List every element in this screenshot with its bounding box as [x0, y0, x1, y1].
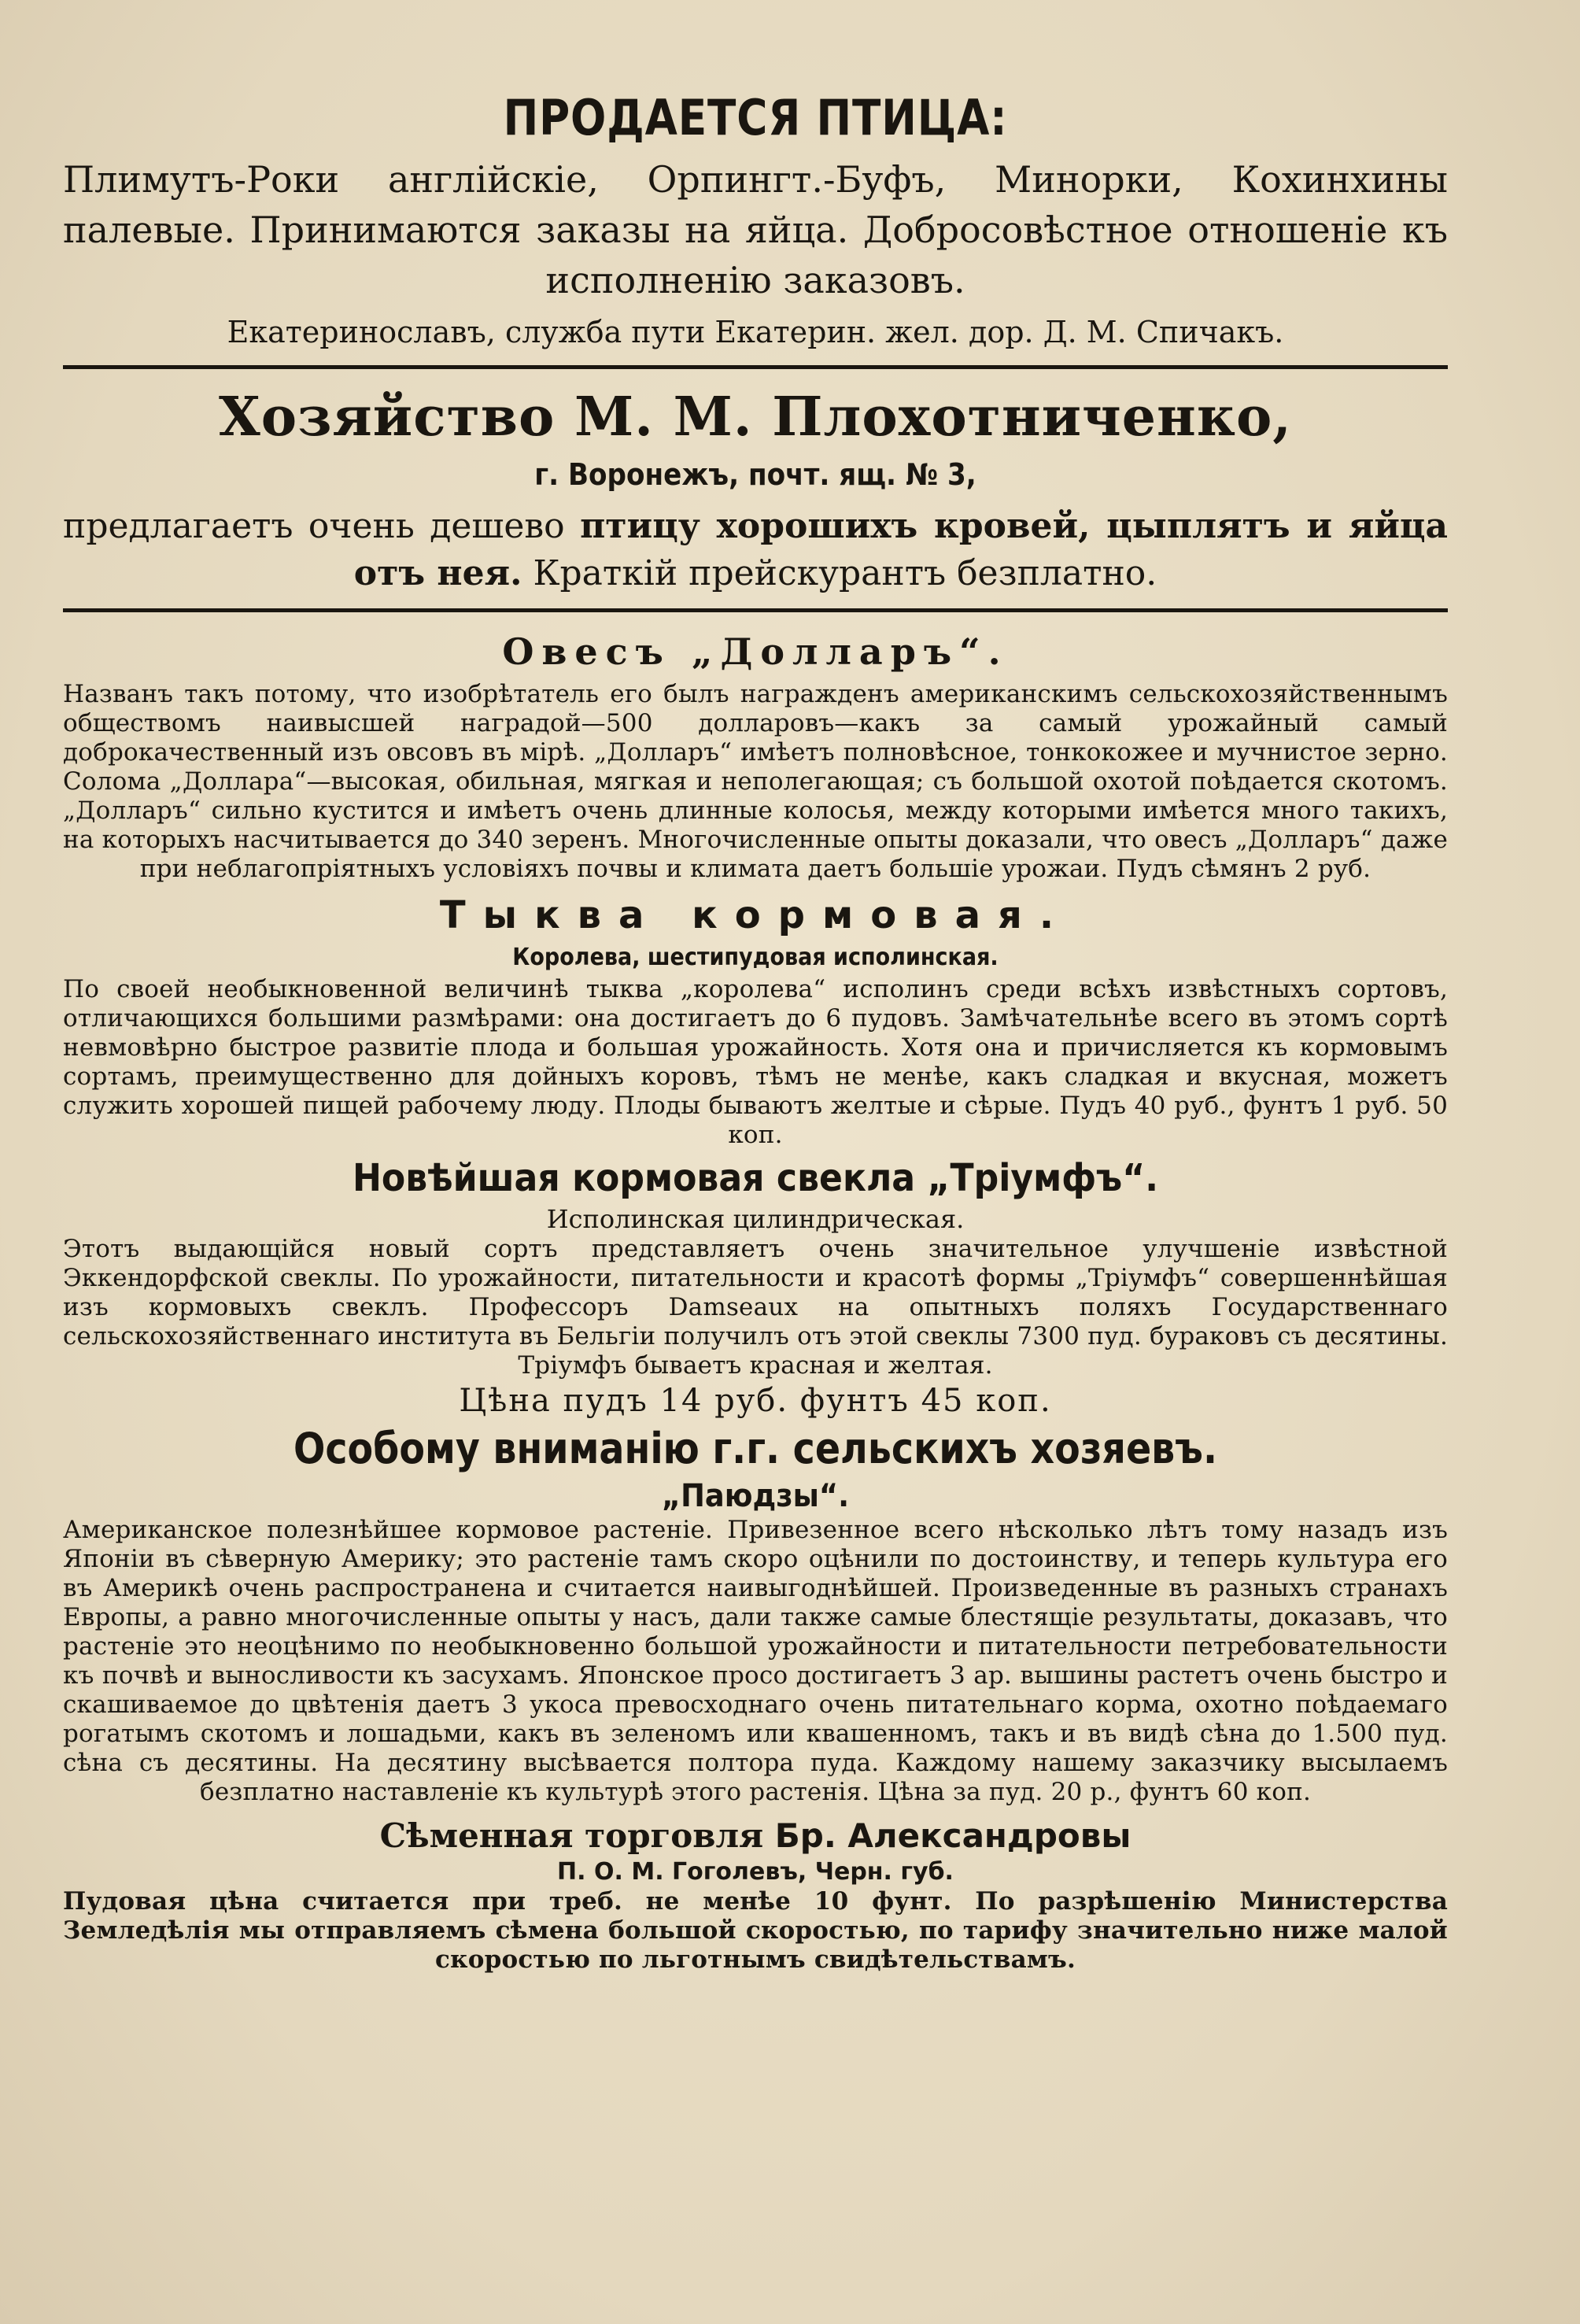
beet-subtitle: Исполинская цилиндрическая. [546, 1204, 965, 1234]
pumpkin-title: Тыква кормовая. [439, 893, 1072, 937]
ad-farm-body-post: Краткій прейскурантъ безплатно. [533, 553, 1157, 593]
oats-title: Овесъ „Долларъ“. [502, 630, 1009, 673]
payudzy-subtitle: „Паюдзы“. [661, 1478, 850, 1514]
payudzy-title: Особому вниманію г.г. сельскихъ хозяевъ. [293, 1424, 1218, 1473]
ad-farm [63, 383, 1448, 597]
ad-birds-address: Екатеринославъ, служба пути Екатерин. жел. дор. Д. М. Спичакъ. [227, 315, 1284, 349]
beet-title: Новѣйшая кормовая свекла „Тріумфъ“. [352, 1156, 1159, 1200]
seed-trade-body: Пудовая цѣна считается при треб. не менѣе 10 фунт. По разрѣшенію Министерства Земледѣлія мы отправляемъ сѣмена большой скоростью, по тарифу значительно ниже малой скоростью по льготнымъ свидѣтельствамъ. [63, 1887, 1448, 1974]
divider [63, 365, 1448, 369]
seed-trade-title [63, 1815, 1448, 1857]
ad-seed-trade [63, 1815, 1448, 1975]
ad-payudzy [63, 1421, 1448, 1807]
ad-farm-body-pre: предлагаетъ очень дешево [63, 506, 565, 546]
ad-pumpkin [63, 890, 1448, 1150]
ad-farm-address: г. Воронежъ, почт. ящ. № 3, [534, 457, 976, 492]
seed-trade-title-bold: Бр. Александровы [774, 1816, 1131, 1855]
beet-body: Этотъ выдающійся новый сортъ представляетъ очень значительное улучшеніе извѣстной Эккендорфской свеклы. По урожайности, питательности и красотѣ формы „Тріумфъ“ совершеннѣйшая изъ кормовыхъ свеклъ. Профессоръ Damseaux на опытныхъ поляхъ Государственнаго сельскохозяйственнаго института въ Бельгіи получилъ отъ этой свеклы 7300 пуд. бураковъ съ десятины. Тріумфъ бываетъ красная и желтая. [63, 1235, 1448, 1380]
seed-trade-title-pre: Сѣменная торговля [379, 1816, 764, 1855]
ad-oats [63, 626, 1448, 884]
ad-farm-body [63, 503, 1448, 597]
ad-birds-body: Плимутъ-Роки англійскіе, Орпингт.-Буфъ, Минорки, Кохинхины палевые. Принимаются заказы на яйца. Добросовѣстное отношеніе къ исполненію заказовъ. [63, 158, 1448, 301]
beet-price: Цѣна пудъ 14 руб. фунтъ 45 коп. [459, 1383, 1052, 1419]
ad-farm-body-bold: птицу хорошихъ кровей, цыплятъ и яйца отъ нея. [353, 506, 1448, 593]
seed-trade-address: П. О. М. Гоголевъ, Черн. губ. [557, 1858, 954, 1886]
oats-body: Названъ такъ потому, что изобрѣтатель его былъ награжденъ американскимъ сельскохозяйственнымъ обществомъ наивысшей наградой—500 долларовъ—какъ за самый урожайный самый доброкачественный изъ овсовъ въ мірѣ. „Долларъ“ имѣетъ полновѣсное, тонкокожее и мучнистое зерно. Солома „Доллара“—высокая, обильная, мягкая и неполегающая; съ большой охотой поѣдается скотомъ. „Долларъ“ сильно кустится и имѣетъ очень длинные колосья, между которыми имѣется много такихъ, на которыхъ насчитывается до 340 зеренъ. Многочисленные опыты доказали, что овесъ „Долларъ“ даже при неблагопріятныхъ условіяхъ почвы и климата даетъ большіе урожаи. Пудъ сѣмянъ 2 руб. [63, 680, 1448, 883]
pumpkin-body: По своей необыкновенной величинѣ тыква „королева“ исполинъ среди всѣхъ извѣстныхъ сортовъ, отличающихся большими размѣрами: она достигаетъ до 6 пудовъ. Замѣчательнѣе всего въ этомъ сортѣ невмовѣрно быстрое развитіе плода и большая урожайность. Хотя она и причисляется къ кормовымъ сортамъ, преимущественно для дойныхъ коровъ, тѣмъ не менѣе, какъ сладкая и вкусная, можетъ служить хорошей пищей рабочему люду. Плоды бываютъ желтые и сѣрые. Пудъ 40 руб., фунтъ 1 руб. 50 коп. [63, 975, 1448, 1149]
advertisement-column [63, 87, 1448, 1975]
ad-beet [63, 1153, 1448, 1421]
ad-birds [63, 87, 1448, 354]
payudzy-body: Американское полезнѣйшее кормовое растеніе. Привезенное всего нѣсколько лѣтъ тому назадъ изъ Японіи въ сѣверную Америку; это растеніе тамъ скоро оцѣнили по достоинству, и теперь культура его въ Америкѣ очень распространена и считается наивыгоднѣйшей. Произведенные въ разныхъ странахъ Европы, а равно многочисленные опыты у насъ, дали также самые блестящіе результаты, доказавъ, что растеніе это неоцѣнимо по необыкновенно большой урожайности и питательности петребовательности къ почвѣ и выносливости къ засухамъ. Японское просо достигаетъ 3 ар. вышины растетъ очень быстро и скашиваемое до цвѣтенія даетъ 3 укоса превосходнаго очень питательнаго корма, охотно поѣдаемаго рогатымъ скотомъ и лошадьми, какъ въ зеленомъ или квашенномъ, такъ и въ видѣ сѣна до 1.500 пуд. сѣна съ десятины. На десятину высѣвается полтора пуда. Каждому нашему заказчику высылаемъ безплатно наставленіе къ культурѣ этого растенія. Цѣна за пуд. 20 р., фунтъ 60 коп. [63, 1516, 1448, 1806]
pumpkin-subtitle: Королева, шестипудовая исполинская. [512, 944, 999, 971]
ad-farm-title: Хозяйство М. М. Плохотниченко, [219, 386, 1292, 449]
ad-birds-title: ПРОДАЕТСЯ ПТИЦА: [503, 89, 1008, 146]
divider [63, 608, 1448, 612]
